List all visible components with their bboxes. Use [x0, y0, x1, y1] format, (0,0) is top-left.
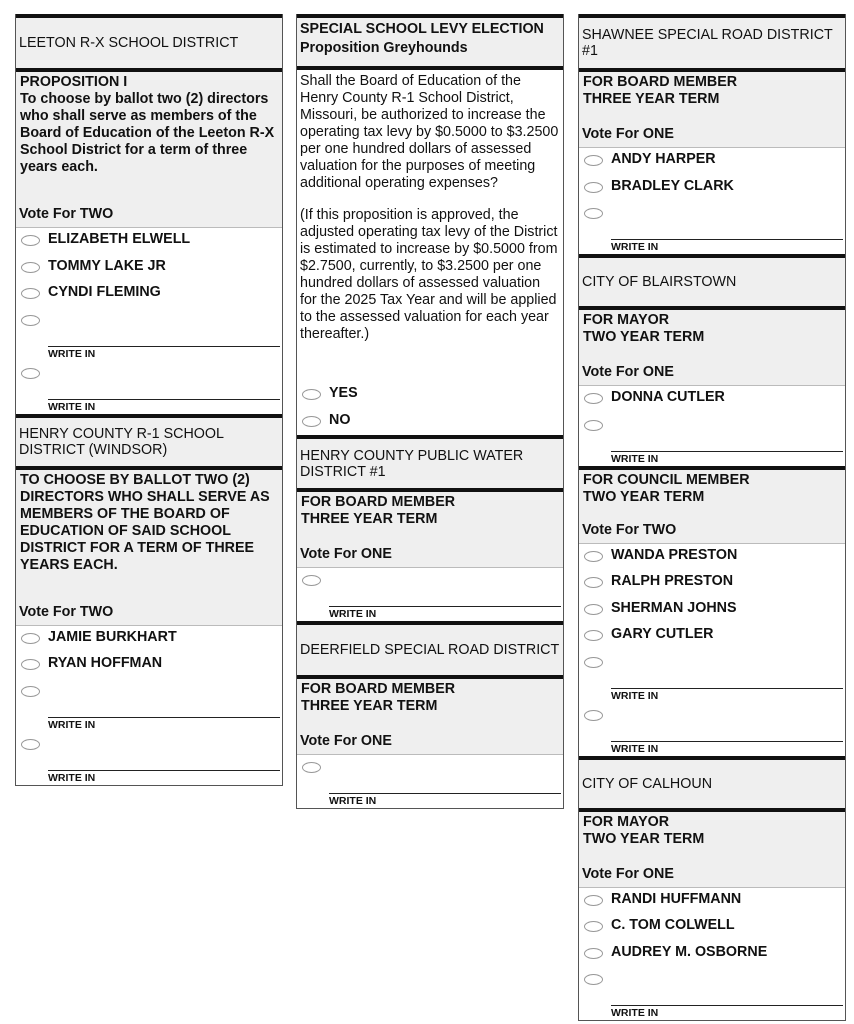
oval-icon[interactable]: [21, 315, 40, 326]
candidate-name: JAMIE BURKHART: [48, 628, 177, 645]
oval-icon[interactable]: [584, 948, 603, 959]
contest-header-text: DEERFIELD SPECIAL ROAD DISTRICT: [300, 642, 560, 658]
contest-header-deerfield: [297, 621, 563, 675]
contest-title-blairstown-council: [579, 466, 845, 544]
contest-header-text: CITY OF CALHOUN: [582, 775, 713, 792]
write-in-label: WRITE IN: [48, 347, 96, 360]
write-in-line[interactable]: [48, 717, 280, 718]
write-in-label: WRITE IN: [611, 1007, 659, 1019]
write-in-label: WRITE IN: [611, 742, 659, 755]
write-in-option[interactable]: [579, 413, 845, 466]
no-option[interactable]: [297, 409, 563, 436]
candidate-name: ANDY HARPER: [611, 151, 716, 167]
write-in-line[interactable]: [611, 239, 843, 240]
vote-for-label: Vote For ONE: [582, 364, 674, 380]
oval-icon[interactable]: [584, 182, 603, 193]
contest-header-text: LEETON R-X SCHOOL DISTRICT: [19, 35, 239, 51]
write-in-option[interactable]: [16, 308, 282, 361]
yes-option[interactable]: [297, 382, 563, 409]
oval-icon[interactable]: [21, 686, 40, 697]
write-in-line[interactable]: [329, 793, 561, 794]
oval-icon[interactable]: [21, 739, 40, 750]
oval-icon[interactable]: [302, 389, 321, 400]
proposition-paragraph: Shall the Board of Education of the Henry County R-1 School District, Missouri, be authorized to increase the operating tax levy by $0.5000 to $3.2500 per one hundred dollars of assessed valuation for the purposes of meeting additional operating expenses?: [300, 73, 559, 191]
candidate-name: WANDA PRESTON: [611, 546, 738, 563]
candidate-option[interactable]: [579, 597, 845, 624]
option-label: YES: [329, 385, 358, 401]
oval-icon[interactable]: [584, 155, 603, 166]
vote-for-label: Vote For TWO: [19, 603, 114, 620]
contest-title-text: TO CHOOSE BY BALLOT TWO (2) DIRECTORS WHO SHALL SERVE AS MEMBERS OF THE BOARD OF EDUCATION OF SAID SCHOOL DISTRICT FOR A TERM OF THREE YEARS EACH.: [20, 471, 270, 573]
contest-title-water: [297, 488, 563, 568]
contest-header-henry-r1: [16, 414, 282, 466]
contest-title-text: FOR BOARD MEMBER THREE YEAR TERM: [583, 74, 738, 107]
write-in-line[interactable]: [48, 399, 280, 400]
ballot-column-1: [15, 14, 283, 786]
candidate-option[interactable]: [16, 255, 282, 282]
candidate-option[interactable]: [579, 914, 845, 941]
oval-icon[interactable]: [21, 659, 40, 670]
contest-header-shawnee: [579, 14, 845, 68]
candidate-name: BRADLEY CLARK: [611, 177, 734, 194]
oval-icon[interactable]: [21, 633, 40, 644]
levy-header-subtitle: Proposition Greyhounds: [300, 40, 468, 56]
oval-icon[interactable]: [584, 420, 603, 431]
candidate-name: TOMMY LAKE JR: [48, 257, 166, 274]
contest-title-blairstown-mayor: [579, 306, 845, 386]
contest-header-blairstown: [579, 254, 845, 306]
oval-icon[interactable]: [302, 762, 321, 773]
oval-icon[interactable]: [21, 368, 40, 379]
option-label: NO: [329, 411, 351, 428]
contest-header-calhoun: [579, 756, 845, 808]
vote-for-label: Vote For ONE: [300, 546, 392, 562]
write-in-label: WRITE IN: [48, 718, 96, 731]
contest-header-text: CITY OF BLAIRSTOWN: [582, 274, 737, 290]
oval-icon[interactable]: [302, 575, 321, 586]
oval-icon[interactable]: [21, 235, 40, 246]
write-in-option[interactable]: [579, 703, 845, 756]
candidate-option[interactable]: [579, 544, 845, 571]
proposition-text: [297, 66, 563, 382]
candidate-option[interactable]: [16, 281, 282, 308]
oval-icon[interactable]: [584, 604, 603, 615]
write-in-label: WRITE IN: [48, 400, 96, 413]
contest-title-shawnee: [579, 68, 845, 148]
candidate-option[interactable]: [16, 228, 282, 255]
write-in-line[interactable]: [48, 770, 280, 771]
oval-icon[interactable]: [21, 288, 40, 299]
ballot-column-2: [296, 14, 564, 809]
candidate-option[interactable]: [579, 623, 845, 650]
write-in-line[interactable]: [611, 1005, 843, 1006]
vote-for-label: Vote For ONE: [582, 865, 674, 882]
write-in-line[interactable]: [48, 346, 280, 347]
candidate-name: C. TOM COLWELL: [611, 917, 735, 933]
candidate-option[interactable]: [579, 941, 845, 968]
candidate-option[interactable]: [579, 175, 845, 202]
write-in-line[interactable]: [611, 741, 843, 742]
contest-title-deerfield: [297, 675, 563, 755]
contest-header-text: SHAWNEE SPECIAL ROAD DISTRICT #1: [582, 27, 833, 59]
vote-for-label: Vote For ONE: [582, 126, 674, 142]
levy-header-title: SPECIAL SCHOOL LEVY ELECTION: [300, 21, 544, 37]
candidate-name: DONNA CUTLER: [611, 389, 725, 405]
write-in-label: WRITE IN: [48, 771, 96, 784]
write-in-option[interactable]: [297, 568, 563, 621]
contest-header-text: HENRY COUNTY R-1 SCHOOL DISTRICT (WINDSOR): [19, 425, 224, 458]
oval-icon[interactable]: [584, 208, 603, 219]
candidate-option[interactable]: [579, 570, 845, 597]
contest-title-text: FOR MAYOR TWO YEAR TERM: [583, 312, 705, 345]
contest-header-levy: [297, 14, 563, 66]
oval-icon[interactable]: [302, 416, 321, 427]
candidate-name: RYAN HOFFMAN: [48, 655, 163, 671]
oval-icon[interactable]: [584, 657, 603, 668]
write-in-label: WRITE IN: [329, 795, 377, 807]
write-in-option[interactable]: [297, 755, 563, 808]
candidate-name: AUDREY M. OSBORNE: [611, 943, 768, 960]
write-in-line[interactable]: [329, 606, 561, 607]
contest-header-text: HENRY COUNTY PUBLIC WATER DISTRICT #1: [300, 447, 524, 480]
candidate-option[interactable]: [579, 148, 845, 175]
write-in-option[interactable]: [579, 201, 845, 254]
contest-title-text: PROPOSITION I To choose by ballot two (2) directors who shall serve as members of the Board of Education of the Leeton R-X School District for a term of three years each.: [20, 74, 275, 175]
contest-title-leeton: [16, 68, 282, 228]
contest-title-henry-r1: [16, 466, 282, 626]
write-in-label: WRITE IN: [611, 452, 659, 465]
write-in-label: WRITE IN: [329, 608, 377, 620]
oval-icon[interactable]: [584, 577, 603, 588]
proposition-paragraph: (If this proposition is approved, the adjusted operating tax levy of the District is estimated to increase by $0.5000 from $2.7500, currently, to $3.2500 per one hundred dollars of assessed valuation for the 2025 Tax Year and will be applied to the assessed valuation for each year thereafter.): [300, 207, 558, 342]
write-in-label: WRITE IN: [611, 689, 659, 702]
contest-header-water: [297, 435, 563, 488]
write-in-label: WRITE IN: [611, 241, 659, 253]
write-in-line[interactable]: [611, 451, 843, 452]
candidate-option[interactable]: [579, 386, 845, 413]
write-in-option[interactable]: [16, 679, 282, 732]
oval-icon[interactable]: [584, 710, 603, 721]
vote-for-label: Vote For TWO: [19, 206, 114, 222]
ballot-column-3: [578, 14, 846, 1021]
oval-icon[interactable]: [584, 921, 603, 932]
candidate-name: CYNDI FLEMING: [48, 284, 161, 300]
contest-title-calhoun-mayor: [579, 808, 845, 888]
oval-icon[interactable]: [584, 551, 603, 562]
write-in-option[interactable]: [16, 361, 282, 414]
vote-for-label: Vote For ONE: [300, 733, 392, 749]
oval-icon[interactable]: [584, 895, 603, 906]
oval-icon[interactable]: [584, 630, 603, 641]
candidate-name: RANDI HUFFMANN: [611, 890, 742, 907]
contest-title-text: FOR COUNCIL MEMBER TWO YEAR TERM: [583, 471, 750, 505]
contest-title-text: FOR MAYOR TWO YEAR TERM: [583, 813, 705, 847]
candidate-option[interactable]: [16, 652, 282, 679]
write-in-option[interactable]: [579, 650, 845, 703]
levy-header: [300, 21, 544, 56]
oval-icon[interactable]: [584, 393, 603, 404]
write-in-option[interactable]: [16, 732, 282, 785]
candidate-option[interactable]: [579, 888, 845, 915]
oval-icon[interactable]: [584, 974, 603, 985]
contest-title-text: FOR BOARD MEMBER THREE YEAR TERM: [301, 681, 456, 714]
candidate-option[interactable]: [16, 626, 282, 653]
candidate-name: RALPH PRESTON: [611, 573, 734, 589]
oval-icon[interactable]: [21, 262, 40, 273]
write-in-line[interactable]: [611, 688, 843, 689]
candidate-name: SHERMAN JOHNS: [611, 599, 737, 616]
candidate-name: ELIZABETH ELWELL: [48, 231, 191, 247]
write-in-option[interactable]: [579, 967, 845, 1020]
contest-header-leeton: [16, 14, 282, 68]
contest-title-text: FOR BOARD MEMBER THREE YEAR TERM: [301, 494, 456, 527]
vote-for-label: Vote For TWO: [582, 521, 677, 538]
candidate-name: GARY CUTLER: [611, 626, 714, 642]
